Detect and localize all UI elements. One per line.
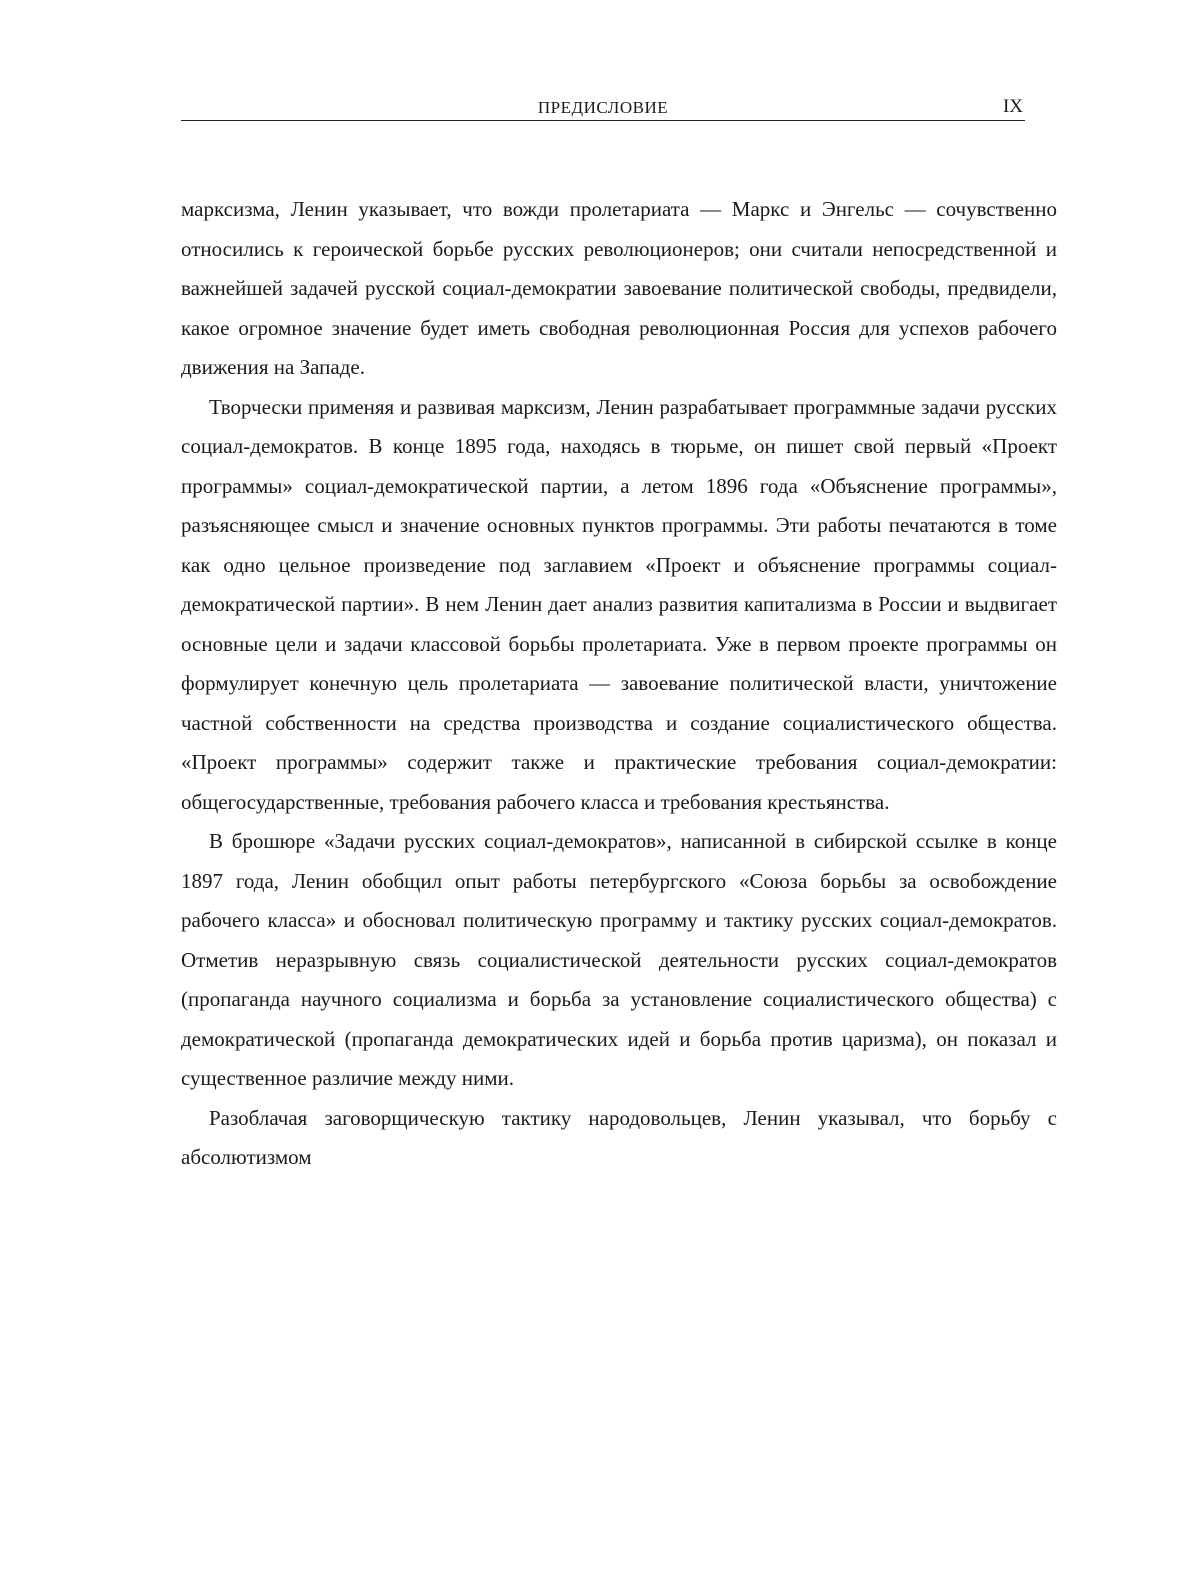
page-number: IX — [1002, 96, 1023, 117]
paragraph: Разоблачая заговорщическую тактику народовольцев, Ленин указывал, что борьбу с абсолютизмом — [181, 1105, 1057, 1169]
paragraph: В брошюре «Задачи русских социал-демократов», написанной в сибирской ссылке в конце 1897 года, Ленин обобщил опыт работы петербургского «Союза борьбы за освобождение рабочего класса» и обосновал политическую программу и тактику русских социал-демократов. Отметив неразрывную связь социалистической деятельности русских социал-демократов (пропаганда научного социализма и борьба за установление социалистического общества) с демократической (пропаганда демократических идей и борьба против царизма), он показал и существенное различие между ними. — [181, 829, 1057, 1090]
paragraph: Творчески применяя и развивая марксизм, Ленин разрабатывает программные задачи русских социал-демократов. В конце 1895 года, находясь в тюрьме, он пишет свой первый «Проект программы» социал-демократической партии, а летом 1896 года «Объяснение программы», разъясняющее смысл и значение основных пунктов программы. Эти работы печатаются в томе как одно цельное произведение под заглавием «Проект и объяснение программы социал-демократической партии». В нем Ленин дает анализ развития капитализма в России и выдвигает основные цели и задачи классовой борьбы пролетариата. Уже в первом проекте программы он формулирует конечную цель пролетариата — завоевание политической власти, уничтожение частной собственности на средства производства и создание социалистического общества. «Проект программы» содержит также и практические требования социал-демократии: общегосударственные, требования рабочего класса и требования крестьянства. — [181, 394, 1057, 814]
running-head — [181, 96, 1025, 121]
paragraph-continued: марксизма, Ленин указывает, что вожди пролетариата — Маркс и Энгельс — сочувственно относились к героической борьбе русских революционеров; они считали непосредственной и важнейшей задачей русской социал-демократии завоевание политической свободы, предвидели, какое огромное значение будет иметь свободная революционная Россия для успехов рабочего движения на Западе. — [181, 197, 1057, 379]
running-head-title: ПРЕДИСЛОВИЕ — [537, 98, 669, 117]
body-text — [181, 190, 1057, 1178]
